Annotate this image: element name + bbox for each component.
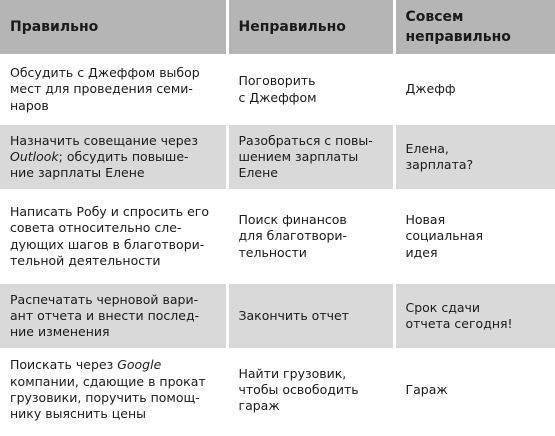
- cell-correct: Распечатать черновой вари- ант отчета и внести послед- ние изменения: [0, 283, 227, 350]
- header-row: [0, 0, 555, 56]
- cell-incorrect: [227, 56, 394, 124]
- cell-incorrect: [227, 124, 394, 191]
- table-header: [0, 0, 555, 56]
- cell-incorrect: [227, 191, 394, 283]
- cell-incorrect: [227, 350, 394, 431]
- table-row: [0, 56, 555, 124]
- table-row: [0, 191, 555, 283]
- cell-correct: Обсудить с Джеффом выбор мест для проведения семи- наров: [0, 56, 227, 124]
- cell-text: Елена, зарплата?: [405, 140, 474, 172]
- cell-text: Срок сдачи отчета сегодня!: [405, 299, 513, 331]
- cell-correct: Назначить совещание через Outlook; обсудить повыше- ние зарплаты Елене: [0, 124, 227, 191]
- cell-text: Поговорить с Джеффом: [238, 73, 317, 105]
- cell-text: Найти грузовик, чтобы освободить гараж: [238, 365, 359, 414]
- header-correct: Правильно: [0, 0, 227, 56]
- cell-very-incorrect: [394, 283, 555, 350]
- table-row: [0, 350, 555, 431]
- cell-text: Новая социальная идея: [405, 212, 484, 260]
- cell-correct: Написать Робу и спросить его совета относительно сле- дующих шагов в благотвори- тельной деятельности: [0, 191, 227, 283]
- cell-very-incorrect: Гараж: [394, 350, 555, 431]
- table-row: [0, 124, 555, 191]
- cell-incorrect: Закончить отчет: [227, 283, 394, 350]
- cell-correct: Поискать через Google компании, сдающие в прокат грузовики, поручить помощ- нику выяснить цены: [0, 350, 227, 431]
- cell-text: Поиск финансов для благотвори- тельности: [238, 212, 348, 260]
- header-very-incorrect: Совсем неправильно: [394, 0, 555, 56]
- table-row: [0, 283, 555, 350]
- cell-very-incorrect: Джефф: [394, 56, 555, 124]
- cell-very-incorrect: [394, 124, 555, 191]
- cell-text: Разобраться с повы- шением зарплаты Елене: [238, 132, 373, 181]
- header-incorrect: Неправильно: [227, 0, 394, 56]
- table-body: [0, 56, 555, 431]
- cell-very-incorrect: [394, 191, 555, 283]
